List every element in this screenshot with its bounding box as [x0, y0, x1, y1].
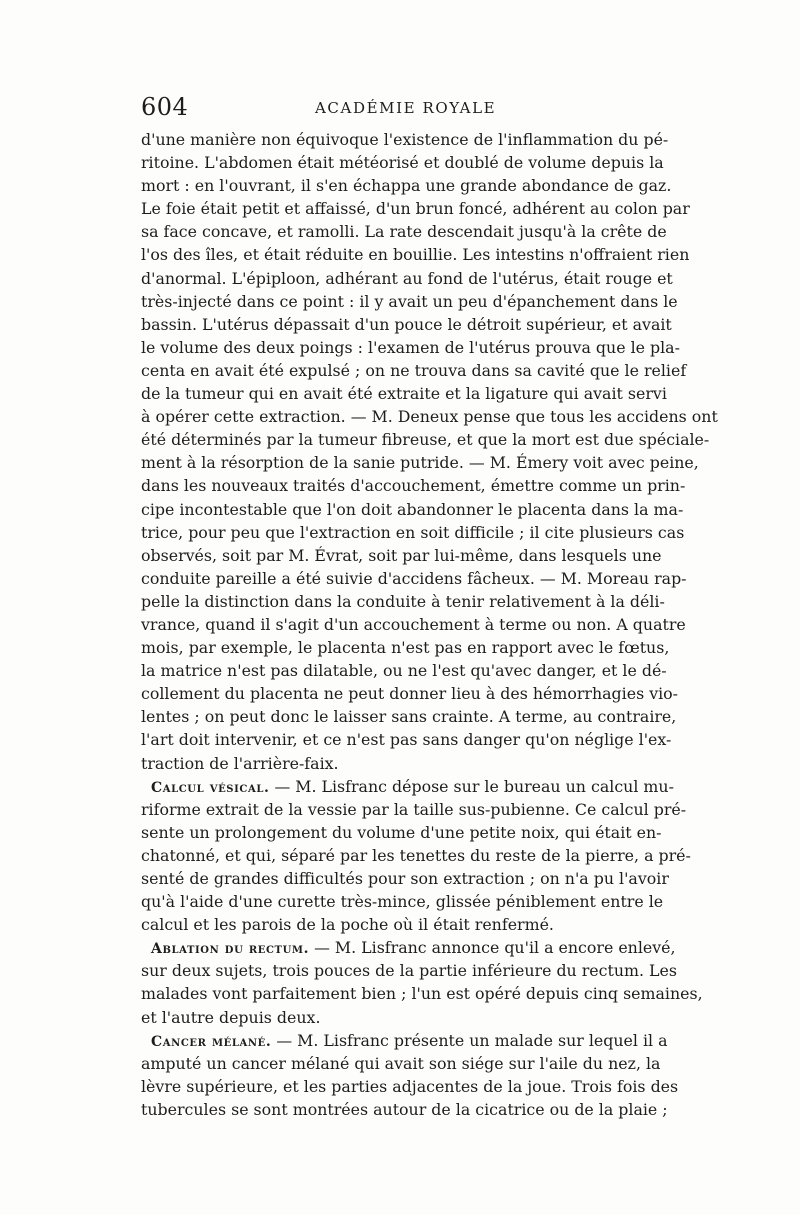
text-line: de la tumeur qui en avait été extraite et la ligature qui avait servi — [141, 384, 667, 404]
text-line: été déterminés par la tumeur fibreuse, et que la mort est due spéciale- — [141, 430, 710, 450]
text-line: ment à la résorption de la sanie putride. — M. Émery voit avec peine, — [141, 453, 699, 473]
text-line: pelle la distinction dans la conduite à tenir relativement à la déli- — [141, 591, 665, 611]
text-line: lèvre supérieure, et les parties adjacentes de la joue. Trois fois des — [141, 1076, 679, 1096]
text-line: mort : en l'ouvrant, il s'en échappa une grande abondance de gaz. — [141, 176, 672, 196]
section-ablation-first-line — [141, 936, 676, 959]
text-line: — M. Lisfranc dépose sur le bureau un calcul mu- — [274, 776, 674, 796]
text-line: riforme extrait de la vessie par la taille sus-pubienne. Ce calcul pré- — [141, 799, 687, 819]
text-line: le volume des deux poings : l'examen de l'utérus prouva que le pla- — [141, 337, 680, 357]
text-line: sa face concave, et ramolli. La rate descendait jusqu'à la crête de — [141, 222, 667, 242]
text-line: sente un prolongement du volume d'une petite noix, qui était en- — [141, 822, 662, 842]
text-line: et l'autre depuis deux. — [141, 1007, 321, 1027]
page-number: 604 — [141, 93, 189, 121]
text-line: l'art doit intervenir, et ce n'est pas sans danger qu'on néglige l'ex- — [141, 730, 672, 750]
body-text — [141, 128, 718, 1121]
text-line: dans les nouveaux traités d'accouchement, émettre comme un prin- — [141, 476, 686, 496]
page-header — [141, 92, 661, 122]
text-line: bassin. L'utérus dépassait d'un pouce le détroit supérieur, et avait — [141, 314, 672, 334]
text-line: traction de l'arrière-faix. — [141, 753, 339, 773]
text-line: ritoine. L'abdomen était météorisé et doublé de volume depuis la — [141, 153, 664, 173]
text-line: — M. Lisfranc annonce qu'il a encore enlevé, — [314, 938, 676, 958]
text-line: cipe incontestable que l'on doit abandonner le placenta dans la ma- — [141, 499, 684, 519]
text-line: chatonné, et qui, séparé par les tenettes du reste de la pierre, a pré- — [141, 845, 691, 865]
text-line: vrance, quand il s'agit d'un accouchement à terme ou non. A quatre — [141, 614, 686, 634]
text-line: à opérer cette extraction. — M. Deneux pense que tous les accidens ont — [141, 407, 718, 427]
text-line: d'une manière non équivoque l'existence de l'inflammation du pé- — [141, 130, 669, 149]
text-line: amputé un cancer mélané qui avait son siége sur l'aile du nez, la — [141, 1053, 661, 1073]
text-line: malades vont parfaitement bien ; l'un est opéré depuis cinq semaines, — [141, 984, 703, 1004]
section-title-cancer: Cancer mélané. — [151, 1033, 272, 1050]
text-line: très-injecté dans ce point : il y avait un peu d'épanchement dans le — [141, 291, 678, 311]
running-head: ACADÉMIE ROYALE — [315, 99, 497, 117]
text-line: observés, soit par M. Évrat, soit par lui-même, dans lesquels une — [141, 545, 662, 565]
text-line: sur deux sujets, trois pouces de la partie inférieure du rectum. Les — [141, 961, 677, 981]
section-cancer-first-line — [141, 1029, 668, 1052]
text-line: la matrice n'est pas dilatable, ou ne l'est qu'avec danger, et le dé- — [141, 661, 667, 681]
text-line: l'os des îles, et était réduite en bouillie. Les intestins n'offraient rien — [141, 245, 690, 265]
text-line: Le foie était petit et affaissé, d'un brun foncé, adhérent au colon par — [141, 199, 690, 219]
text-line: lentes ; on peut donc le laisser sans crainte. A terme, au contraire, — [141, 707, 677, 727]
text-line: conduite pareille a été suivie d'accidens fâcheux. — M. Moreau rap- — [141, 568, 687, 588]
text-line: calcul et les parois de la poche où il était renfermé. — [141, 915, 554, 935]
text-line: d'anormal. L'épiploon, adhérant au fond de l'utérus, était rouge et — [141, 268, 673, 288]
text-line: qu'à l'aide d'une curette très-mince, glissée péniblement entre le — [141, 892, 664, 912]
text-line: centa en avait été expulsé ; on ne trouva dans sa cavité que le relief — [141, 360, 687, 380]
section-title-ablation: Ablation du rectum. — [151, 941, 310, 958]
section-title-calcul: Calcul vésical. — [151, 779, 270, 796]
text-line: collement du placenta ne peut donner lieu à des hémorrhagies vio- — [141, 684, 679, 704]
text-line: trice, pour peu que l'extraction en soit difficile ; il cite plusieurs cas — [141, 522, 685, 542]
text-line: mois, par exemple, le placenta n'est pas en rapport avec le fœtus, — [141, 638, 670, 658]
section-calcul-first-line — [141, 775, 674, 798]
text-line: tubercules se sont montrées autour de la cicatrice ou de la plaie ; — [141, 1099, 668, 1119]
text-line: senté de grandes difficultés pour son extraction ; on n'a pu l'avoir — [141, 869, 669, 888]
text-line: — M. Lisfranc présente un malade sur lequel il a — [276, 1030, 668, 1050]
